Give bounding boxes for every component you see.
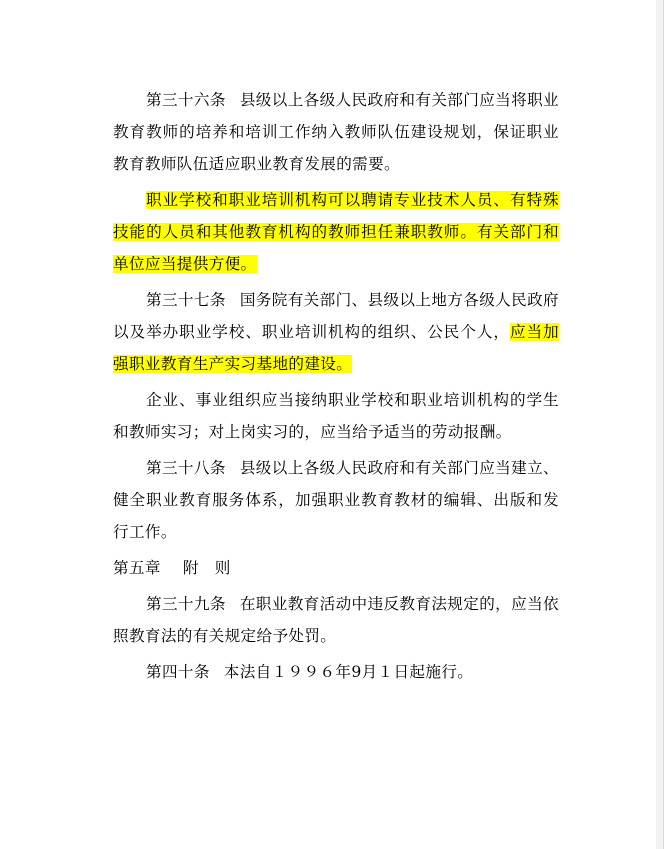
highlighted-text: 职业学校和职业培训机构可以聘请专业技术人员、有特殊技能的人员和其他教育机构的教师担任兼职教师。有关部门和单位应当提供方便。 bbox=[113, 191, 559, 273]
article-number: 第四十条 bbox=[146, 663, 210, 681]
chapter-title-part-1: 附 bbox=[182, 559, 199, 577]
article-text: 县级以上各级人民政府和有关部门应当将职业教育教师的培养和培训工作纳入教师队伍建设规划，保证职业教育教师队伍适应职业教育发展的需要。 bbox=[113, 91, 559, 173]
article-40-paragraph bbox=[113, 656, 559, 688]
highlighted-text: 应当加强职业教育生产实习基地的建设。 bbox=[113, 323, 559, 373]
page-edge bbox=[656, 0, 663, 849]
chapter-5-heading bbox=[113, 552, 559, 584]
article-37-paragraph bbox=[113, 284, 559, 380]
article-text: 国务院有关部门、县级以上地方各级人民政府以及举办职业学校、职业培训机构的组织、公民个人， bbox=[113, 291, 559, 341]
chapter-title-part-2: 则 bbox=[214, 559, 231, 577]
article-number: 第三十九条 bbox=[146, 595, 226, 613]
article-number: 第三十七条 bbox=[146, 291, 226, 309]
chapter-number: 第五章 bbox=[113, 559, 161, 577]
article-38-paragraph bbox=[113, 452, 559, 548]
article-39-paragraph bbox=[113, 588, 559, 652]
document-body bbox=[113, 84, 559, 692]
article-number: 第三十八条 bbox=[146, 459, 226, 477]
enterprise-internship-paragraph bbox=[113, 384, 559, 448]
paragraph-text: 企业、事业组织应当接纳职业学校和职业培训机构的学生和教师实习；对上岗实习的，应当给予适当的劳动报酬。 bbox=[113, 391, 559, 441]
part-time-teacher-paragraph bbox=[113, 184, 559, 280]
article-text: 县级以上各级人民政府和有关部门应当建立、健全职业教育服务体系，加强职业教育教材的编辑、出版和发行工作。 bbox=[113, 459, 559, 541]
article-number: 第三十六条 bbox=[146, 91, 226, 109]
article-text: 在职业教育活动中违反教育法规定的，应当依照教育法的有关规定给予处罚。 bbox=[113, 595, 559, 645]
article-text: 本法自１９９６年9月１日起施行。 bbox=[223, 663, 474, 681]
article-36-paragraph bbox=[113, 84, 559, 180]
